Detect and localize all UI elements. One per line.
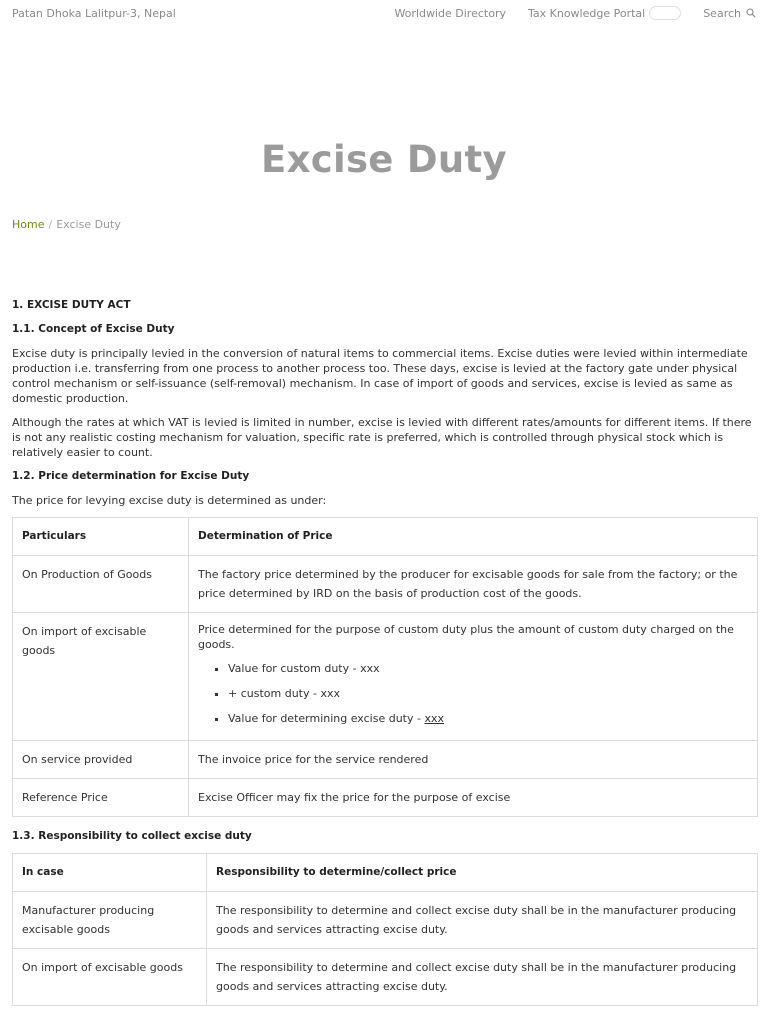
column-header: Responsibility to determine/collect price — [207, 854, 758, 892]
list-item-text: Value for determining excise duty - — [228, 712, 425, 725]
breadcrumb — [12, 218, 121, 231]
article-content — [12, 298, 758, 1018]
nav-search[interactable] — [703, 7, 756, 20]
section-heading-excise-duty-act: 1. EXCISE DUTY ACT — [12, 299, 131, 311]
address-text: Patan Dhoka Lalitpur-3, Nepal — [12, 7, 176, 20]
breadcrumb-current: Excise Duty — [56, 218, 121, 231]
table-cell: On import of excisable goods — [13, 949, 207, 1006]
nav-search-label: Search — [703, 6, 741, 20]
nav-worldwide-directory[interactable]: Worldwide Directory — [394, 6, 506, 20]
table-cell: Manufacturer producing excisable goods — [13, 892, 207, 949]
table-row — [13, 741, 758, 779]
page-title: Excise Duty — [261, 138, 507, 181]
portal-badge — [649, 6, 681, 20]
table-cell: Excise Officer may fix the price for the purpose of excise — [189, 779, 758, 817]
table-row — [13, 556, 758, 613]
table-cell: The invoice price for the service rendered — [189, 741, 758, 779]
table-cell: The factory price determined by the producer for excisable goods for sale from the factory; or the price determined by IRD on the basis of production cost of the goods. — [189, 556, 758, 613]
price-intro: The price for levying excise duty is determined as under: — [12, 494, 327, 507]
table-cell: Reference Price — [13, 779, 189, 817]
subsection-heading-concept: 1.1. Concept of Excise Duty — [12, 323, 175, 335]
table-cell: On service provided — [13, 741, 189, 779]
breadcrumb-separator: / — [48, 218, 53, 231]
responsibility-table — [12, 853, 758, 1006]
top-nav — [372, 6, 756, 20]
table-row — [13, 892, 758, 949]
nav-tax-knowledge-portal[interactable] — [528, 6, 681, 20]
column-header: In case — [13, 854, 207, 892]
nav-tax-knowledge-portal-label: Tax Knowledge Portal — [527, 6, 646, 20]
column-header: Determination of Price — [189, 518, 758, 556]
table-cell: On import of excisable goods — [13, 613, 189, 741]
price-components-list — [198, 656, 748, 731]
list-item: ▪ + custom duty - xxx — [228, 681, 748, 706]
subsection-heading-price-determination: 1.2. Price determination for Excise Duty — [12, 470, 250, 482]
table-cell: The responsibility to determine and collect excise duty shall be in the manufacturer producing goods and services attracting excise duty. — [207, 892, 758, 949]
table-cell: The responsibility to determine and collect excise duty shall be in the manufacturer producing goods and services attracting excise duty. — [207, 949, 758, 1006]
column-header: Particulars — [13, 518, 189, 556]
list-item-value: xxx — [424, 712, 444, 725]
table-cell — [189, 613, 758, 741]
price-determination-table — [12, 517, 758, 817]
subsection-heading-responsibility: 1.3. Responsibility to collect excise duty — [12, 830, 252, 842]
breadcrumb-home[interactable]: Home — [12, 218, 45, 231]
table-row — [13, 949, 758, 1006]
search-icon — [746, 8, 756, 18]
table-row — [13, 779, 758, 817]
top-bar — [0, 0, 768, 28]
concept-paragraph-2: Although the rates at which VAT is levied is limited in number, excise is levied with different rates/amounts for different items. If there is not any realistic costing mechanism for valuation, specific rate is preferred, which is controlled through physical stock which is relatively easier to count. — [12, 416, 752, 459]
table-cell: On Production of Goods — [13, 556, 189, 613]
table-header-row — [13, 518, 758, 556]
list-item: ▪ Value for custom duty - xxx — [228, 656, 748, 681]
list-item — [228, 706, 748, 731]
price-description: Price determined for the purpose of custom duty plus the amount of custom duty charged on the goods. — [198, 623, 734, 651]
table-header-row — [13, 854, 758, 892]
table-row — [13, 613, 758, 741]
concept-paragraph-1: Excise duty is principally levied in the conversion of natural items to commercial items. Excise duties were levied within intermediate production i.e. transferring from one process to another process too. These days, excise is levied at the factory gate under physical control mechanism or self-issuance (self-removal) mechanism. In case of import of goods and services, excise is levied as same as domestic production. — [12, 347, 748, 405]
